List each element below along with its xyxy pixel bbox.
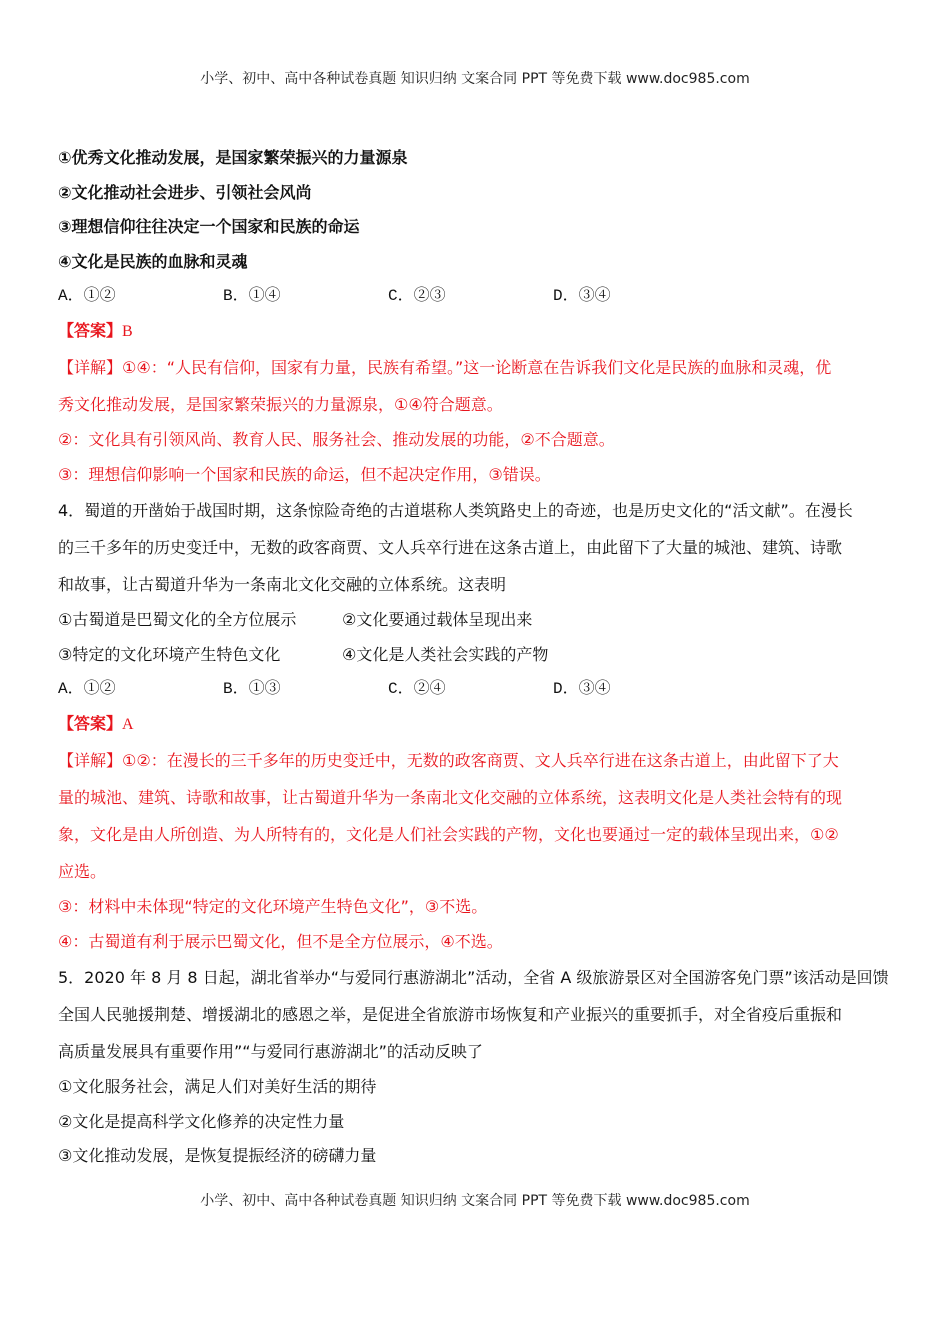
q5-stem-2: 全国人民驰援荆楚、增援湖北的感恩之举，是促进全省旅游市场恢复和产业振兴的重要抓手，对全省疫后重振和 <box>58 1005 843 1024</box>
q3-explain-3: ②：文化具有引领风尚、教育人民、服务社会、推动发展的功能，②不合题意。 <box>58 430 615 449</box>
q4-stem-2: 的三千多年的历史变迁中，无数的政客商贾、文人兵卒行进在这条古道上，由此留下了大量的城池、建筑、诗歌 <box>58 538 843 557</box>
q4-stem-3: 和故事，让古蜀道升华为一条南北文化交融的立体系统。这表明 <box>58 575 507 594</box>
q3-explain-1: 【详解】①④：“人民有信仰，国家有力量，民族有希望。”这一论断意在告诉我们文化是民族的血脉和灵魂，优 <box>58 358 832 377</box>
q4-explain-3: 象，文化是由人所创造、为人所特有的，文化是人们社会实践的产物，文化也要通过一定的载体呈现出来，①② <box>58 825 839 844</box>
q4-statement-2: ②文化要通过载体呈现出来 <box>342 610 533 629</box>
q3-option-d: D．③④ <box>553 287 611 305</box>
q4-statements-row-2 <box>58 638 898 673</box>
q4-statement-3: ③特定的文化环境产生特色文化 <box>58 644 281 664</box>
q4-option-d: D．③④ <box>553 680 611 698</box>
q3-statement-3: ③理想信仰往往决定一个国家和民族的命运 <box>58 217 360 236</box>
q3-option-c: C．②③ <box>388 287 446 305</box>
q3-statement-4: ④文化是民族的血脉和灵魂 <box>58 251 248 271</box>
q4-explain-1: 【详解】①②：在漫长的三千多年的历史变迁中，无数的政客商贾、文人兵卒行进在这条古道上，由此留下了大 <box>58 751 839 770</box>
q3-statement-2: ②文化推动社会进步、引领社会风尚 <box>58 182 312 202</box>
q4-option-c: C．②④ <box>388 680 446 698</box>
q3-option-b: B．①④ <box>223 287 281 305</box>
q3-statement-1: ①优秀文化推动发展，是国家繁荣振兴的力量源泉 <box>58 148 408 167</box>
answer-value: B <box>122 322 133 340</box>
page-header-banner: 小学、初中、高中各种试卷真题 知识归纳 文案合同 PPT 等免费下载 www.doc985.com <box>200 71 750 87</box>
q4-answer <box>58 707 898 743</box>
q5-stem-3: 高质量发展具有重要作用”“与爱同行惠游湖北”的活动反映了 <box>58 1042 483 1061</box>
q4-options <box>58 672 898 707</box>
q5-statement-2: ②文化是提高科学文化修养的决定性力量 <box>58 1111 345 1131</box>
page-footer-banner: 小学、初中、高中各种试卷真题 知识归纳 文案合同 PPT 等免费下载 www.doc985.com <box>200 1193 750 1209</box>
document-body <box>58 141 898 1174</box>
q4-option-a: A．①② <box>58 680 116 698</box>
q4-statement-1: ①古蜀道是巴蜀文化的全方位展示 <box>58 610 297 629</box>
q3-explain-2: 秀文化推动发展，是国家繁荣振兴的力量源泉，①④符合题意。 <box>58 395 503 414</box>
answer-label: 【答案】 <box>58 320 123 340</box>
q3-explain-4: ③：理想信仰影响一个国家和民族的命运，但不起决定作用，③错误。 <box>58 464 551 484</box>
q4-option-b: B．①③ <box>223 680 281 698</box>
q4-explain-2: 量的城池、建筑、诗歌和故事，让古蜀道升华为一条南北文化交融的立体系统，这表明文化是人类社会特有的现 <box>58 788 843 807</box>
q5-statement-3: ③文化推动发展，是恢复提振经济的磅礴力量 <box>58 1146 377 1165</box>
q3-answer <box>58 314 898 350</box>
q4-explain-4: 应选。 <box>58 862 107 881</box>
q4-statement-4: ④文化是人类社会实践的产物 <box>342 644 549 664</box>
q3-options <box>58 279 898 314</box>
answer-label: 【答案】 <box>58 713 123 733</box>
q3-option-a: A．①② <box>58 287 116 305</box>
q4-explain-5: ③：材料中未体现“特定的文化环境产生特色文化”，③不选。 <box>58 897 488 916</box>
q4-stem-1: 4．蜀道的开凿始于战国时期，这条惊险奇绝的古道堪称人类筑路史上的奇迹，也是历史文化的“活文献”。在漫长 <box>58 501 853 520</box>
q4-explain-6: ④：古蜀道有利于展示巴蜀文化，但不是全方位展示，④不选。 <box>58 931 503 951</box>
q5-statement-1: ①文化服务社会，满足人们对美好生活的期待 <box>58 1077 377 1096</box>
answer-value: A <box>122 715 134 733</box>
q4-statements-row-1 <box>58 603 898 638</box>
q5-stem-1: 5．2020 年 8 月 8 日起，湖北省举办“与爱同行惠游湖北”活动，全省 A 级旅游景区对全国游客免门票”该活动是回馈 <box>58 968 889 987</box>
